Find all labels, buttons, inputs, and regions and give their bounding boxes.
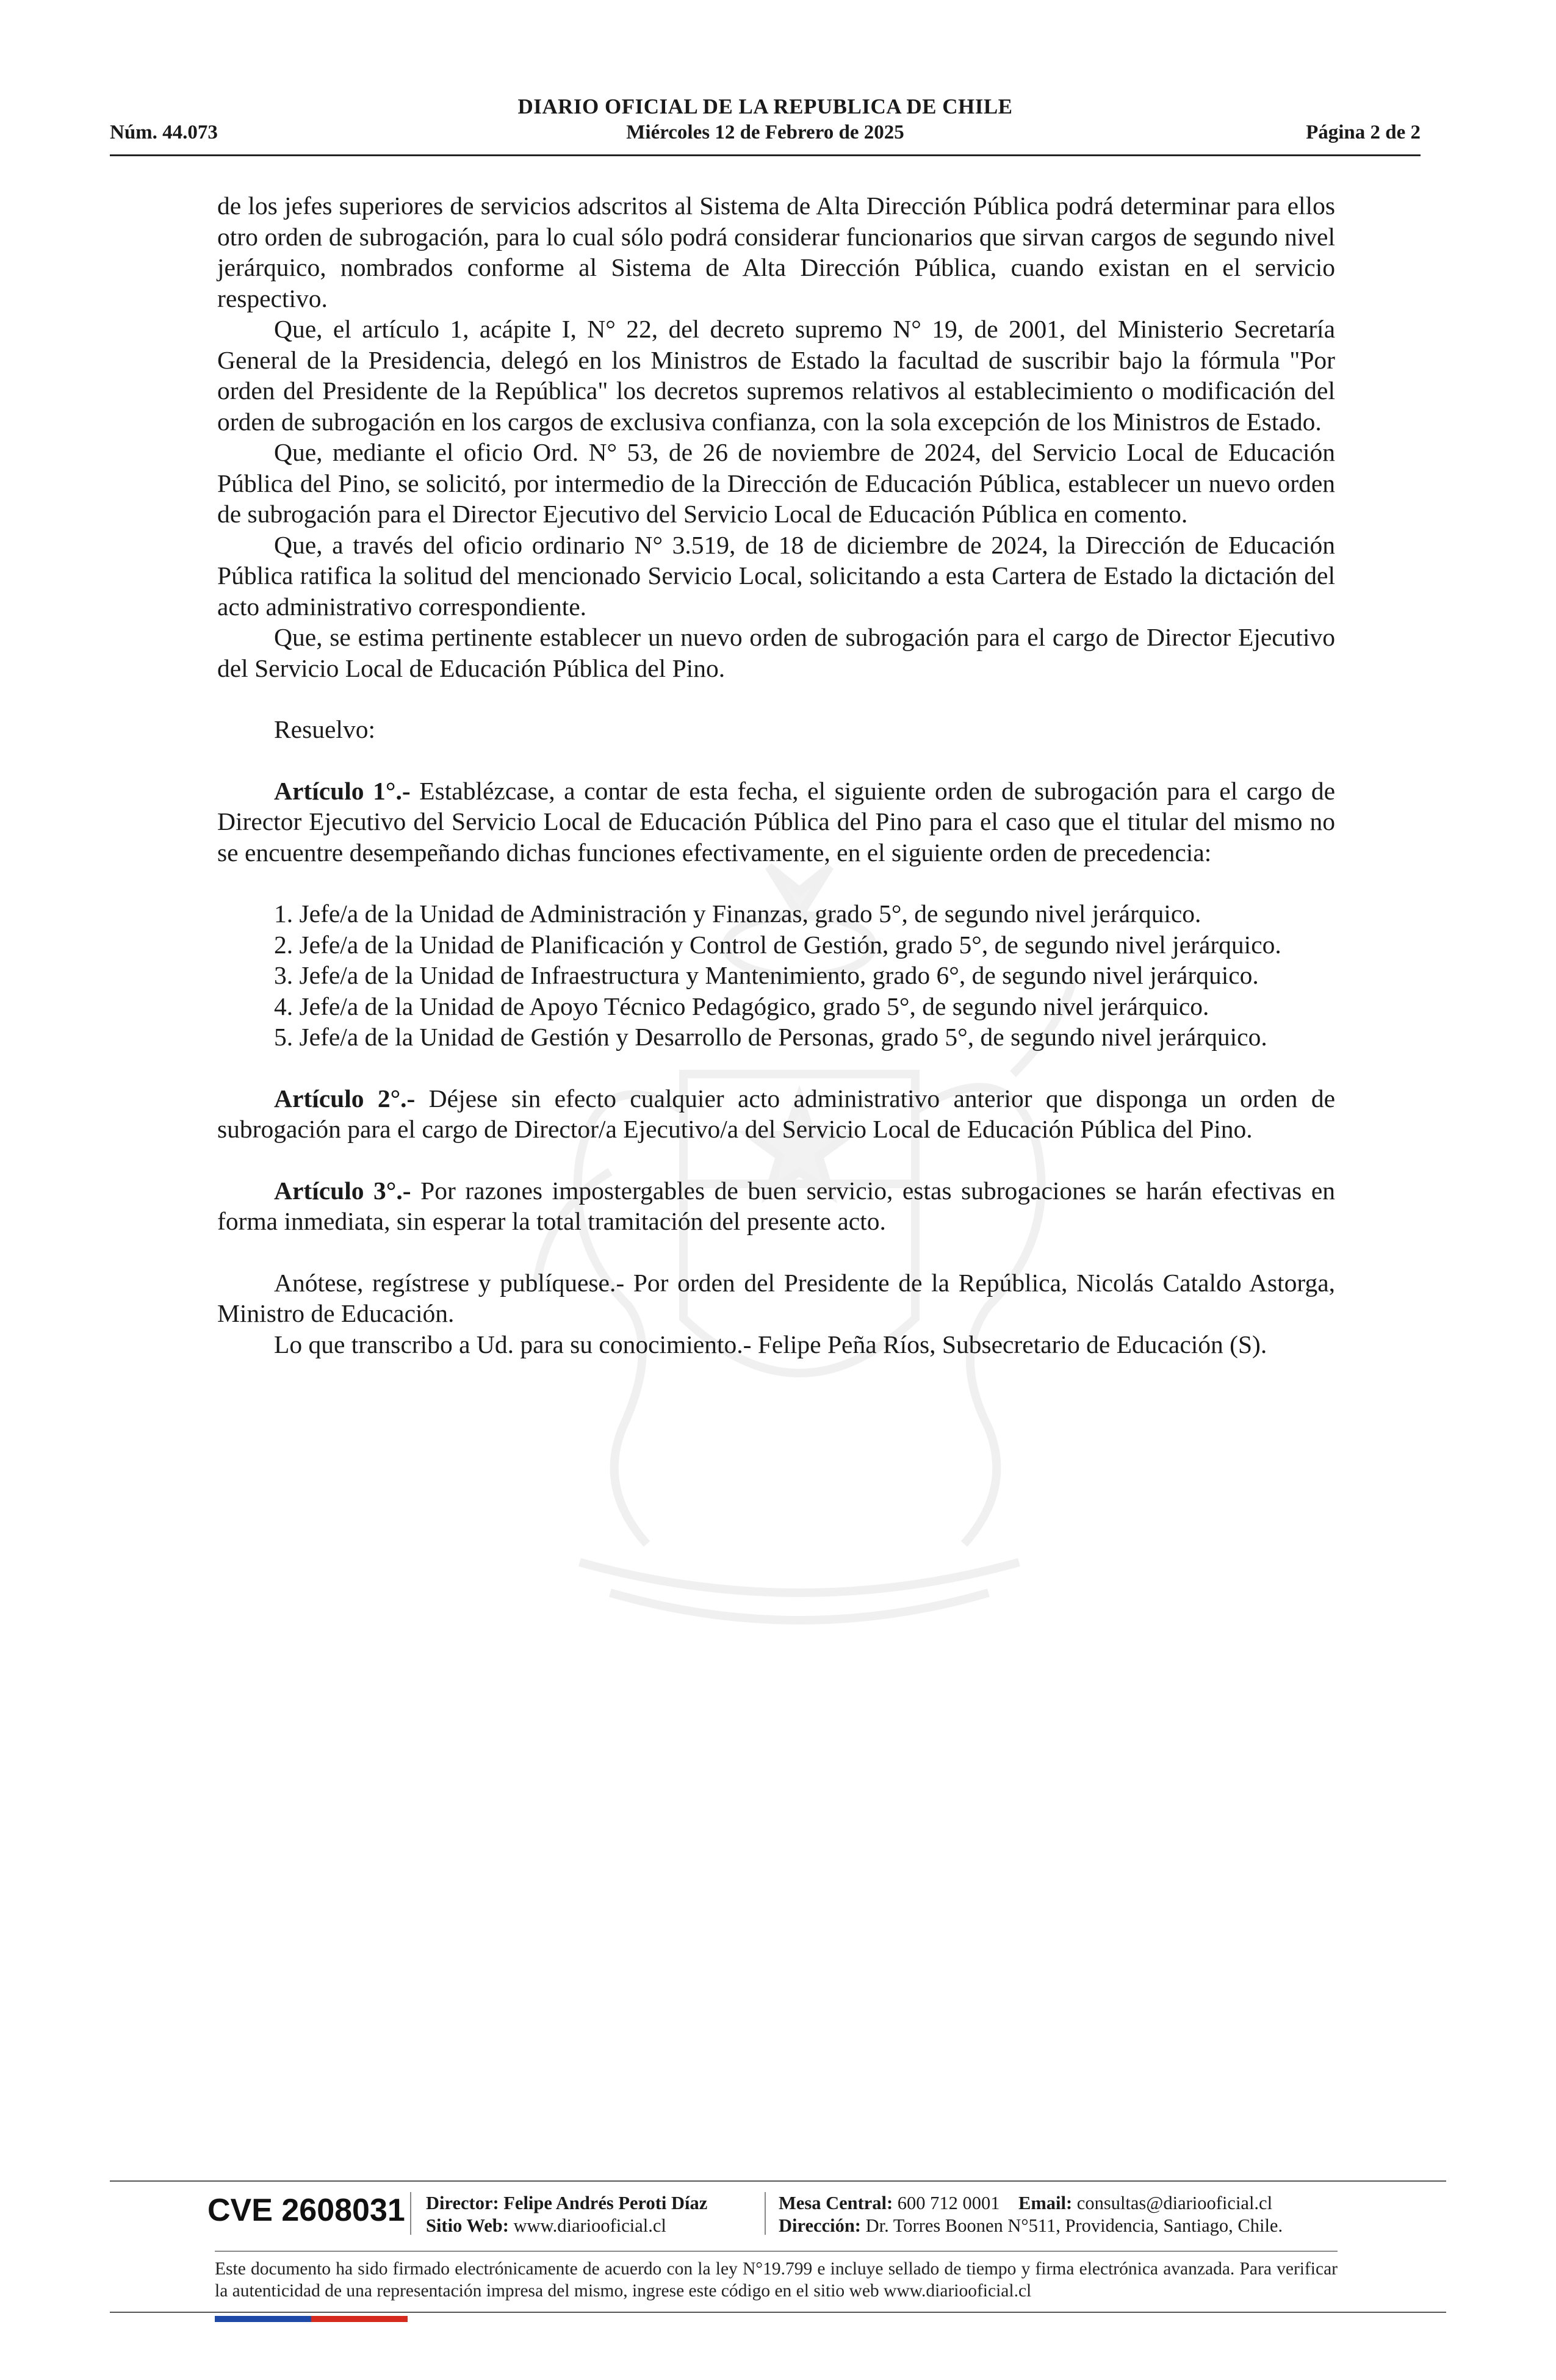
list-item: 2. Jefe/a de la Unidad de Planificación y Control de Gestión, grado 5°, de segundo nivel jerárquico. <box>274 930 1281 959</box>
resolution-heading: Resuelvo: <box>274 715 375 743</box>
article-3 <box>217 1175 1335 1237</box>
header-divider <box>110 154 1421 156</box>
article-label: Artículo 1°.- <box>274 776 411 805</box>
flag-blue-segment <box>215 2316 311 2322</box>
address-value: Dr. Torres Boonen N°511, Providencia, Santiago, Chile. <box>865 2215 1283 2236</box>
legal-notice: Este documento ha sido firmado electrónicamente de acuerdo con la ley N°19.799 e incluye sellado de tiempo y firma electrónica avanzada. Para verificar la autenticidad de una representación impresa del mismo, ingrese este código en el sitio web www.diariooficial.cl <box>215 2259 1338 2301</box>
footer-contact-block <box>779 2192 1283 2237</box>
footer-separator <box>765 2192 766 2235</box>
footer-director-block <box>426 2192 707 2237</box>
director-name: Director: Felipe Andrés Peroti Díaz <box>426 2193 708 2213</box>
email-link[interactable]: consultas@diariooficial.cl <box>1076 2193 1273 2213</box>
footer-separator <box>410 2192 411 2235</box>
issue-number: Núm. 44.073 <box>110 121 218 143</box>
article-label: Artículo 2°.- <box>274 1084 416 1112</box>
article-text: Establézcase, a contar de esta fecha, el siguiente orden de subrogación para el cargo de Director Ejecutivo del Servicio Local de Educación Pública del Pino para el caso que el titular del mismo no se encuentre desempeñando dichas funciones efectivamente, en el siguiente orden de precedencia: <box>217 776 1336 867</box>
document-body <box>217 190 1335 1360</box>
paragraph: Que, mediante el oficio Ord. N° 53, de 26 de noviembre de 2024, del Servicio Local de Educación Pública del Pino, se solicitó, por intermedio de la Dirección de Educación Pública, establecer un nuevo orden de subrogación para el Director Ejecutivo del Servicio Local de Educación Pública en comento. <box>217 438 1335 528</box>
closing-paragraph: Anótese, regístrese y publíquese.- Por orden del Presidente de la República, Nicolás Cataldo Astorga, Ministro de Educación. <box>217 1268 1335 1327</box>
footer-divider <box>110 2180 1446 2182</box>
paragraph: de los jefes superiores de servicios adscritos al Sistema de Alta Dirección Pública podrá determinar para ellos otro orden de subrogación, para lo cual sólo podrá considerar funcionarios que sirvan cargos de segundo nivel jerárquico, nombrados conforme al Sistema de Alta Dirección Pública, cuando existan en el servicio respectivo. <box>217 192 1335 312</box>
article-text: Por razones impostergables de buen servicio, estas subrogaciones se harán efectivas en forma inmediata, sin esperar la total tramitación del presente acto. <box>217 1176 1335 1235</box>
paragraph: Que, se estima pertinente establecer un nuevo orden de subrogación para el cargo de Director Ejecutivo del Servicio Local de Educación Pública del Pino. <box>217 623 1335 682</box>
website-link[interactable]: www.diariooficial.cl <box>513 2215 666 2236</box>
flag-red-segment <box>311 2316 408 2322</box>
phone-label: Mesa Central: <box>779 2193 893 2213</box>
phone-value: 600 712 0001 <box>897 2193 1000 2213</box>
flag-color-bar <box>215 2316 408 2322</box>
issue-date: Miércoles 12 de Febrero de 2025 <box>626 121 904 143</box>
email-label: Email: <box>1018 2193 1073 2213</box>
paragraph: Que, el artículo 1, acápite I, N° 22, del decreto supremo N° 19, de 2001, del Ministerio Secretaría General de la Presidencia, delegó en los Ministros de Estado la facultad de suscribir bajo la fórmula "Por orden del Presidente de la República" los decretos supremos relativos al establecimiento o modificación del orden de subrogación en los cargos de exclusiva confianza, con la sola excepción de los Ministros de Estado. <box>217 315 1335 436</box>
website-label: Sitio Web: <box>426 2215 509 2236</box>
page-header <box>110 95 1421 156</box>
list-item: 1. Jefe/a de la Unidad de Administración y Finanzas, grado 5°, de segundo nivel jerárquico. <box>274 900 1201 928</box>
paragraph: Que, a través del oficio ordinario N° 3.519, de 18 de diciembre de 2024, la Dirección de Educación Pública ratifica la solitud del mencionado Servicio Local, solicitando a esta Cartera de Estado la dictación del acto administrativo correspondiente. <box>217 530 1335 621</box>
list-item: 4. Jefe/a de la Unidad de Apoyo Técnico Pedagógico, grado 5°, de segundo nivel jerárquico. <box>274 992 1209 1020</box>
footer-inner-divider <box>215 2251 1338 2252</box>
publication-title: DIARIO OFICIAL DE LA REPUBLICA DE CHILE <box>517 95 1013 118</box>
address-label: Dirección: <box>779 2215 861 2236</box>
article-label: Artículo 3°.- <box>274 1176 411 1205</box>
page-number: Página 2 de 2 <box>1306 121 1421 143</box>
closing-paragraph: Lo que transcribo a Ud. para su conocimiento.- Felipe Peña Ríos, Subsecretario de Educación (S). <box>274 1330 1267 1358</box>
article-1 <box>217 776 1335 868</box>
article-text: Déjese sin efecto cualquier acto administrativo anterior que disponga un orden de subrogación para el cargo de Director/a Ejecutivo/a del Servicio Local de Educación Pública del Pino. <box>217 1084 1335 1143</box>
article-2 <box>217 1083 1335 1145</box>
list-item: 3. Jefe/a de la Unidad de Infraestructura y Mantenimiento, grado 6°, de segundo nivel jerárquico. <box>274 961 1259 989</box>
footer-divider <box>110 2312 1446 2313</box>
list-item: 5. Jefe/a de la Unidad de Gestión y Desarrollo de Personas, grado 5°, de segundo nivel jerárquico. <box>274 1023 1267 1051</box>
cve-code: CVE 2608031 <box>207 2193 405 2228</box>
